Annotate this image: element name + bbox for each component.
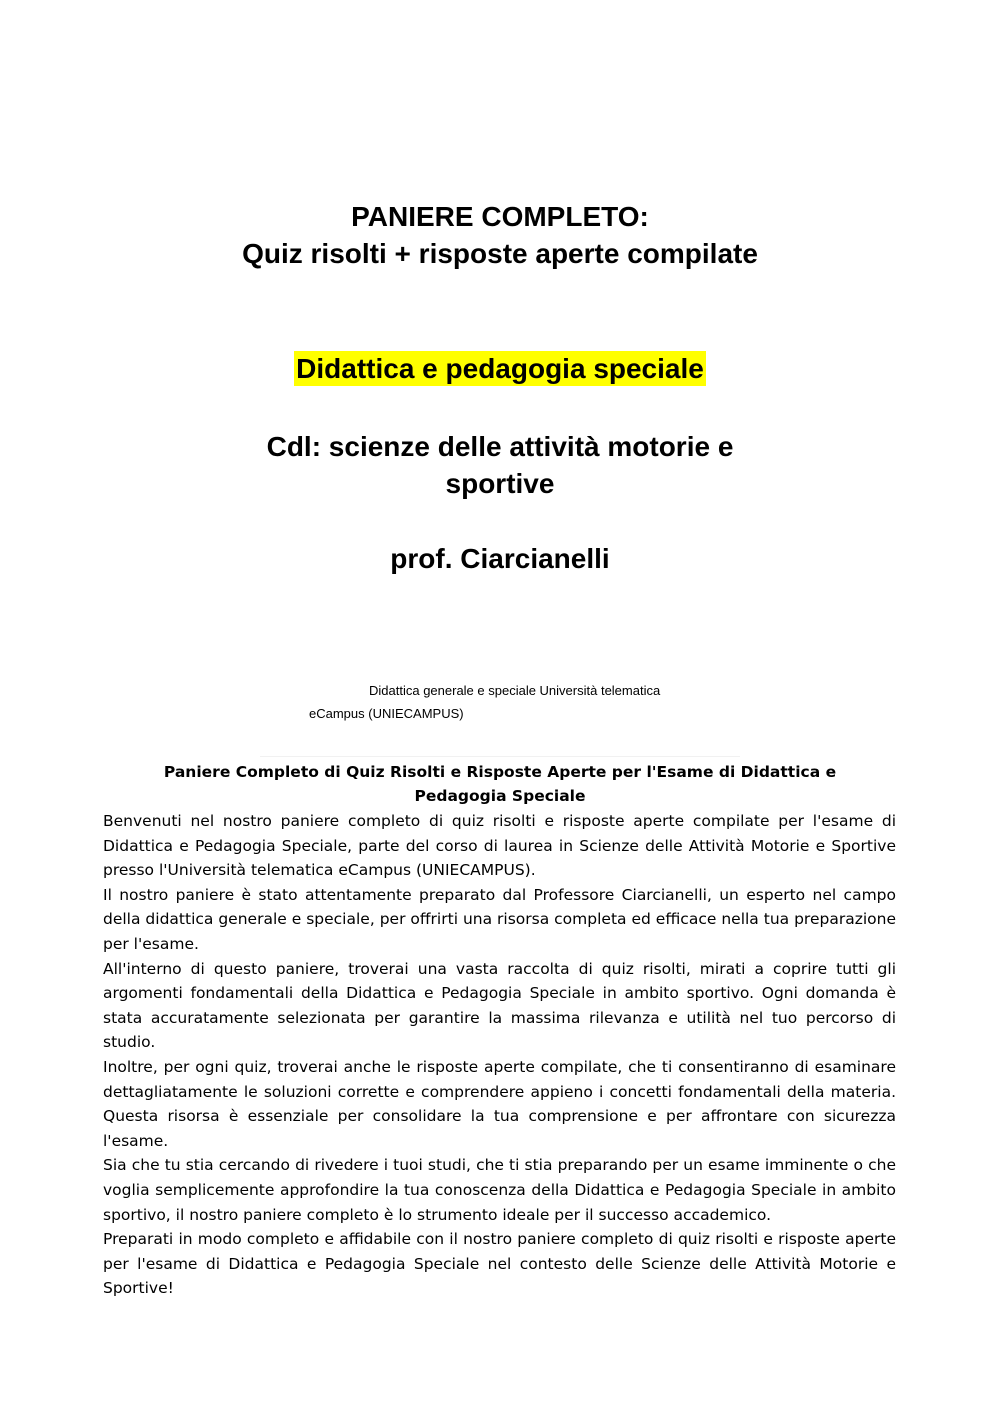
paragraph: All'interno di questo paniere, troverai una vasta raccolta di quiz risolti, mirati a coprire tutti gli argomenti fondamentali della Didattica e Pedagogia Speciale in ambito sportivo. Ogni domanda è stata accuratamente selezionata per garantire la massima rilevanza e utilità nel tuo percorso di studio. [103, 959, 896, 1052]
divider [260, 756, 740, 757]
paragraph: Benvenuti nel nostro paniere completo di quiz risolti e risposte aperte compilate per l'esame di Didattica e Pedagogia Speciale, parte del corso di laurea in Scienze delle Attività Motorie e Sportive presso l'Università telematica eCampus (UNIECAMPUS). [103, 812, 896, 880]
paragraph: Preparati in modo completo e affidabile con il nostro paniere completo di quiz risolti e risposte aperte per l'esame di Didattica e Pedagogia Speciale nel contesto delle Scienze delle Attività Motorie e Sportive! [103, 1230, 896, 1298]
subject-highlight: Didattica e pedagogia speciale [296, 353, 704, 384]
paragraph: Il nostro paniere è stato attentamente preparato dal Professore Ciarcianelli, un esperto nel campo della didattica generale e speciale, per offrirti una risorsa completa ed efficace nella tua preparazione per l'esame. [103, 885, 896, 953]
cover-title-line1: PANIERE COMPLETO: [351, 201, 649, 232]
professor-name: prof. Ciarcianelli [390, 543, 610, 574]
subject-title [0, 350, 1000, 388]
paragraph: Sia che tu stia cercando di rivedere i tuoi studi, che ti stia preparando per un esame imminente o che voglia semplicemente approfondire la tua conoscenza della Didattica e Pedagogia Speciale in ambito sportivo, il nostro paniere completo è lo strumento ideale per il successo accademico. [103, 1156, 896, 1224]
course-line1: Didattica generale e speciale Università telematica [369, 683, 661, 698]
article-heading: Paniere Completo di Quiz Risolti e Risposte Aperte per l'Esame di Didattica e Pedagogia Speciale [163, 763, 837, 805]
degree-course-line1: Cdl: scienze delle attività motorie e [266, 431, 734, 462]
degree-course [0, 428, 1000, 502]
paragraph: Inoltre, per ogni quiz, troverai anche le risposte aperte compilate, che ti consentiranno di esaminare dettagliatamente le soluzioni corrette e comprendere appieno i concetti fondamentali della materia. Questa risorsa è essenziale per consolidare la tua comprensione e per affrontare con sicurezza l'esame. [103, 1057, 896, 1150]
cover-title-line2: Quiz risolti + risposte aperte compilate [242, 238, 758, 269]
cover-title [0, 198, 1000, 272]
course-line2: eCampus (UNIECAMPUS) [309, 706, 464, 721]
article-body [103, 809, 896, 1301]
degree-course-line2: sportive [445, 468, 555, 499]
